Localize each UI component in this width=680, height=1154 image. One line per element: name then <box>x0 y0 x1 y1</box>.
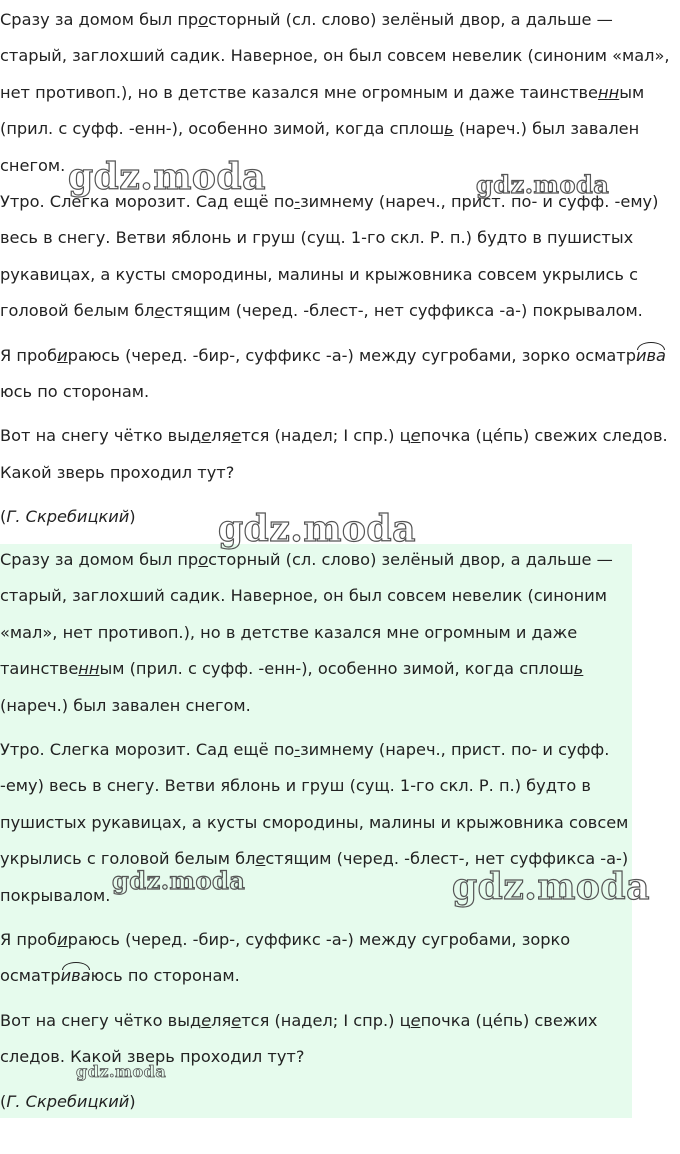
text-line: Я пробираюсь (черед. -бир-, суффикс -а-) между сугробами, зорко осматрива <box>0 338 670 374</box>
text-line: нет противоп.), но в детстве казался мне огромным и даже таинственным <box>0 82 645 102</box>
text-line: снегом. <box>0 155 66 175</box>
text-line: покрывалом. <box>0 885 111 905</box>
text-line: старый, заглохший садик. Наверное, он был совсем невелик (синоним «мал», <box>0 46 670 66</box>
text-line: Я пробираюсь (черед. -бир-, суффикс -а-) между сугробами, зорко <box>0 930 571 950</box>
exercise-text <box>0 2 670 536</box>
text-line: -ему) весь в снегу. Ветви яблонь и груш (сущ. 1-го скл. Р. п.) будто в <box>0 776 591 796</box>
text-line: таинственным (прил. с суфф. -енн-), особенно зимой, когда сплошь <box>0 659 584 679</box>
watermark-logo: gdz.moda <box>112 866 246 895</box>
text-line: Сразу за домом был просторный (сл. слово) зелёный двор, а дальше — <box>0 550 613 569</box>
answer-text <box>0 542 628 1120</box>
watermark-logo: gdz.moda <box>76 1062 167 1081</box>
text-line: старый, заглохший садик. Наверное, он был совсем невелик (синоним <box>0 586 607 606</box>
watermark-logo: gdz.moda <box>218 508 416 550</box>
text-line: головой белым блестящим (черед. -блест-, нет суффикса -а-) покрывалом. <box>0 301 643 321</box>
watermark-logo: gdz.moda <box>68 156 266 198</box>
text-line: весь в снегу. Ветви яблонь и груш (сущ. 1-го скл. Р. п.) будто в пушистых <box>0 228 634 248</box>
text-line: Утро. Слегка морозит. Сад ещё по-зимнему (нареч., прист. по- и суфф. <box>0 740 610 760</box>
text-line: Сразу за домом был просторный (сл. слово) зелёный двор, а дальше — <box>0 10 613 29</box>
text-line: «мал», нет противоп.), но в детстве казался мне огромным и даже <box>0 622 578 642</box>
text-line: Какой зверь проходил тут? <box>0 462 235 482</box>
watermark-logo: gdz.moda <box>452 866 650 908</box>
author-line: (Г. Скребицкий) <box>0 1091 136 1111</box>
text-line: осматриваюсь по сторонам. <box>0 958 628 994</box>
text-line: юсь по сторонам. <box>0 382 150 402</box>
text-line: Утро. Слегка морозит. Сад ещё по-зимнему (нареч., прист. по- и суфф. -ему) <box>0 192 659 212</box>
text-line: Вот на снегу чётко выделяется (надел; I спр.) цепочка (це́пь) свежих <box>0 1010 598 1030</box>
text-line: Вот на снегу чётко выделяется (надел; I спр.) цепочка (це́пь) свежих следов. <box>0 426 668 446</box>
text-line: (прил. с суфф. -енн-), особенно зимой, когда сплошь (нареч.) был завален <box>0 119 640 139</box>
text-line: укрылись с головой белым блестящим (черед. -блест-, нет суффикса -а-) <box>0 849 629 869</box>
watermark-logo: gdz.moda <box>476 170 610 199</box>
text-line: (нареч.) был завален снегом. <box>0 695 251 715</box>
text-line: пушистых рукавицах, а кусты смородины, малины и крыжовника совсем <box>0 812 629 832</box>
text-line: следов. Какой зверь проходил тут? <box>0 1047 305 1067</box>
author-line: (Г. Скребицкий) <box>0 507 136 527</box>
text-line: рукавицах, а кусты смородины, малины и крыжовника совсем укрылись с <box>0 264 638 284</box>
